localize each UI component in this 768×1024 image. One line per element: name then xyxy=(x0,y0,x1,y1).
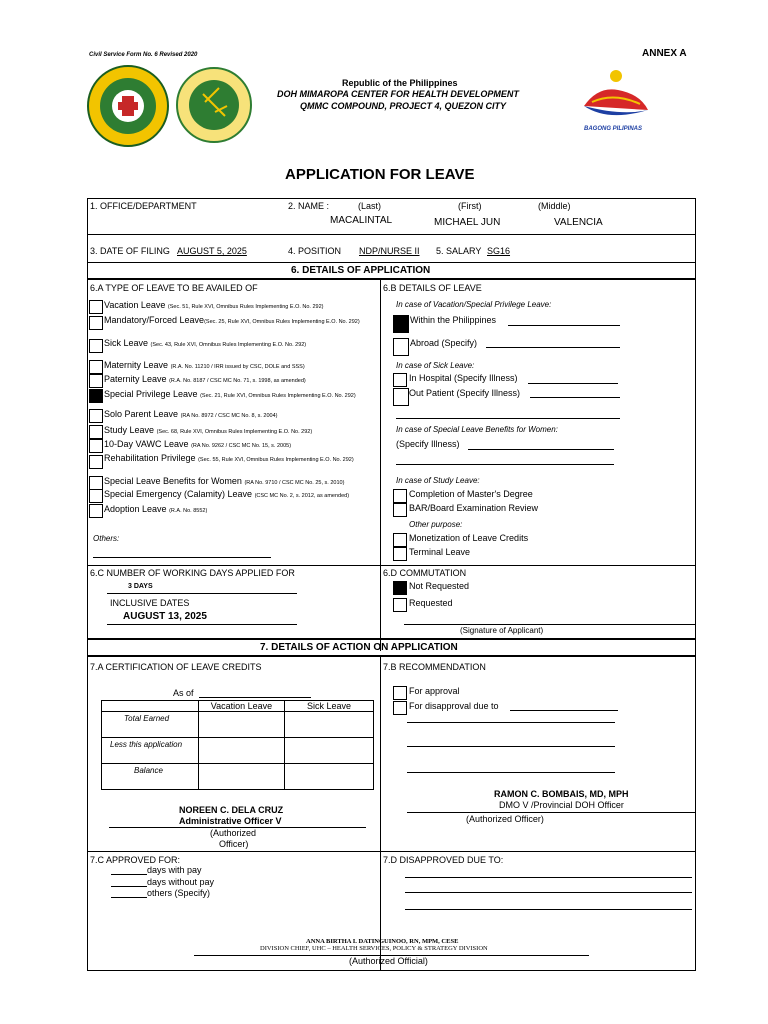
out-patient-line[interactable] xyxy=(530,397,620,398)
certifier-title: Administrative Officer V xyxy=(179,816,282,826)
divider xyxy=(87,851,696,852)
monetization-label: Monetization of Leave Credits xyxy=(409,533,529,543)
within-philippines-line[interactable] xyxy=(508,325,620,326)
specify-illness-label: (Specify Illness) xyxy=(396,439,460,449)
divider xyxy=(87,278,696,280)
days-without-pay-line[interactable] xyxy=(111,886,147,887)
inclusive-dates-label: INCLUSIVE DATES xyxy=(110,598,190,608)
divider xyxy=(87,262,696,263)
table-row xyxy=(102,738,374,764)
sick-total-cell[interactable] xyxy=(285,712,374,738)
rehabilitation-label: Rehabilitation Privilege (Sec. 55, Rule XVI, Omnibus Rules Implementing E.O. No. 292) xyxy=(104,453,354,463)
doh-mimaropa-seal-logo xyxy=(175,66,253,144)
vacation-leave-checkbox[interactable] xyxy=(89,300,103,314)
divider xyxy=(87,655,696,657)
women-case-heading: In case of Special Leave Benefits for Women: xyxy=(396,425,558,434)
sick-less-cell[interactable] xyxy=(285,738,374,764)
as-of-line[interactable] xyxy=(199,697,311,698)
days-with-pay-label: days with pay xyxy=(147,865,202,875)
others-line[interactable] xyxy=(93,557,271,558)
study-case-heading: In case of Study Leave: xyxy=(396,476,480,485)
vacation-leave-header: Vacation Leave xyxy=(199,701,285,712)
vawc-leave-label: 10-Day VAWC Leave (RA No. 9262 / CSC MC No. 15, s. 2005) xyxy=(104,439,292,449)
divider xyxy=(87,638,696,640)
solo-parent-leave-label: Solo Parent Leave (RA No. 8972 / CSC MC No. 8, s. 2004) xyxy=(104,409,278,419)
vacation-less-cell[interactable] xyxy=(199,738,285,764)
calamity-leave-label: Special Emergency (Calamity) Leave (CSC MC No. 2, s. 2012, as amended) xyxy=(104,489,350,499)
certifier-name: NOREEN C. DELA CRUZ xyxy=(179,805,284,815)
salary-label: 5. SALARY xyxy=(436,246,482,256)
sick-leave-label: Sick Leave (Sec. 43, Rule XVI, Omnibus Rules Implementing E.O. No. 292) xyxy=(104,338,307,348)
not-requested-checkbox[interactable] xyxy=(393,581,407,595)
inclusive-dates-line xyxy=(107,624,297,625)
bagong-pilipinas-logo xyxy=(578,66,654,124)
study-leave-checkbox[interactable] xyxy=(89,425,103,439)
sick-leave-header: Sick Leave xyxy=(285,701,374,712)
applicant-signature-line[interactable] xyxy=(404,624,696,625)
women-illness-line-2[interactable] xyxy=(396,464,614,465)
authorized-officer-caption-b: (Authorized Officer) xyxy=(466,814,544,824)
special-privilege-leave-checkbox[interactable] xyxy=(89,389,103,403)
first-name-label: (First) xyxy=(458,201,482,211)
requested-label: Requested xyxy=(409,598,453,608)
sick-case-heading: In case of Sick Leave: xyxy=(396,361,475,370)
within-philippines-label: Within the Philippines xyxy=(410,315,497,325)
women-illness-line[interactable] xyxy=(468,449,614,450)
recommendation-line-3[interactable] xyxy=(407,772,615,773)
requested-checkbox[interactable] xyxy=(393,598,407,612)
out-patient-label: Out Patient (Specify Illness) xyxy=(409,388,521,398)
official-title: DIVISION CHIEF, UHC – HEALTH SERVICES, POLICY & STRATEGY DIVISION xyxy=(260,945,488,952)
name-label: 2. NAME : xyxy=(288,201,330,211)
abroad-checkbox[interactable] xyxy=(393,338,409,356)
last-name-value[interactable]: MACALINTAL xyxy=(330,215,393,226)
abroad-line[interactable] xyxy=(486,347,620,348)
inclusive-dates-value[interactable]: AUGUST 13, 2025 xyxy=(123,611,207,622)
table-row xyxy=(102,764,374,790)
section6c-title: 6.C NUMBER OF WORKING DAYS APPLIED FOR xyxy=(90,568,295,578)
section7a-title: 7.A CERTIFICATION OF LEAVE CREDITS xyxy=(90,662,262,672)
adoption-leave-checkbox[interactable] xyxy=(89,504,103,518)
middle-name-label: (Middle) xyxy=(538,201,571,211)
authorized-officer-caption-a: (Authorized xyxy=(210,828,257,838)
terminal-leave-checkbox[interactable] xyxy=(393,547,407,561)
date-of-filing-value[interactable]: AUGUST 5, 2025 xyxy=(177,246,247,256)
maternity-leave-checkbox[interactable] xyxy=(89,360,103,374)
table-corner xyxy=(102,701,199,712)
women-leave-label: Special Leave Benefits for Women (RA No. 9710 / CSC MC No. 25, s. 2010) xyxy=(104,476,345,486)
maternity-leave-label: Maternity Leave (R.A. No. 11210 / IRR issued by CSC, DOLE and SSS) xyxy=(104,360,305,370)
masters-checkbox[interactable] xyxy=(393,489,407,503)
middle-name-value[interactable]: VALENCIA xyxy=(554,217,603,228)
other-purpose-label: Other purpose: xyxy=(409,520,463,529)
solo-parent-leave-checkbox[interactable] xyxy=(89,409,103,423)
recommender-signature-line[interactable] xyxy=(407,812,696,813)
office-address: QMMC COMPOUND, PROJECT 4, QUEZON CITY xyxy=(300,101,507,111)
last-name-label: (Last) xyxy=(358,201,382,211)
not-requested-label: Not Requested xyxy=(409,581,470,591)
total-earned-label: Total Earned xyxy=(102,712,199,738)
bagong-pilipinas-text: BAGONG PILIPINAS xyxy=(584,126,643,132)
column-divider xyxy=(380,278,381,651)
disapproved-line-2[interactable] xyxy=(405,892,692,893)
vacation-leave-label: Vacation Leave (Sec. 51, Rule XVI, Omnibus Rules Implementing E.O. No. 292) xyxy=(104,300,324,310)
mandatory-leave-label: Mandatory/Forced Leave(Sec. 25, Rule XVI, Omnibus Rules Implementing E.O. No. 292) xyxy=(104,315,360,325)
form-reference: Civil Service Form No. 6 Revised 2020 xyxy=(89,52,198,58)
bar-review-checkbox[interactable] xyxy=(393,503,407,517)
divider xyxy=(87,565,696,566)
column-divider xyxy=(380,655,381,971)
abroad-label: Abroad (Specify) xyxy=(410,338,478,348)
for-approval-label: For approval xyxy=(409,686,460,696)
in-hospital-line[interactable] xyxy=(528,383,618,384)
in-hospital-checkbox[interactable] xyxy=(393,373,407,387)
adoption-leave-label: Adoption Leave (R.A. No. 8552) xyxy=(104,504,208,514)
official-name: ANNA BIRTHA I. DATINGUINOO, RN, MPM, CESE xyxy=(306,938,459,945)
sick-balance-cell[interactable] xyxy=(285,764,374,790)
paternity-leave-label: Paternity Leave (R.A. No. 8187 / CSC MC No. 71, s. 1998, as amended) xyxy=(104,374,306,384)
monetization-checkbox[interactable] xyxy=(393,533,407,547)
office-name: DOH MIMAROPA CENTER FOR HEALTH DEVELOPMENT xyxy=(277,89,519,99)
date-of-filing-label: 3. DATE OF FILING xyxy=(90,246,170,256)
study-leave-label: Study Leave (Sec. 68, Rule XVI, Omnibus Rules Implementing E.O. No. 292) xyxy=(104,425,313,435)
first-name-value[interactable]: MICHAEL JUN xyxy=(434,217,501,228)
table-row xyxy=(102,712,374,738)
days-with-pay-line[interactable] xyxy=(111,874,147,875)
leave-credits-table xyxy=(101,700,374,790)
masters-label: Completion of Master's Degree xyxy=(409,489,533,499)
divider xyxy=(87,234,696,235)
mandatory-leave-checkbox[interactable] xyxy=(89,316,103,330)
annex-label: ANNEX A xyxy=(642,48,687,59)
working-days-line xyxy=(107,593,297,594)
disapproved-line-1[interactable] xyxy=(405,877,692,878)
as-of-label: As of xyxy=(173,688,194,698)
form-title: APPLICATION FOR LEAVE xyxy=(285,166,475,183)
section6d-title: 6.D COMMUTATION xyxy=(383,568,467,578)
out-patient-checkbox[interactable] xyxy=(393,388,409,406)
disapproval-reason-line[interactable] xyxy=(510,710,618,711)
within-philippines-checkbox[interactable] xyxy=(393,315,409,333)
for-disapproval-checkbox[interactable] xyxy=(393,701,407,715)
for-disapproval-label: For disapproval due to xyxy=(409,701,499,711)
recommender-name: RAMON C. BOMBAIS, MD, MPH xyxy=(494,789,629,799)
republic-line: Republic of the Philippines xyxy=(342,78,458,88)
others-specify-line[interactable] xyxy=(111,897,147,898)
applicant-signature-caption: (Signature of Applicant) xyxy=(460,626,544,635)
salary-value[interactable]: SG16 xyxy=(487,246,511,256)
recommendation-line-1[interactable] xyxy=(407,722,615,723)
authorized-officer-caption-a2: Officer) xyxy=(219,839,249,849)
paternity-leave-checkbox[interactable] xyxy=(89,374,103,388)
authorized-official-caption: (Authorized Official) xyxy=(349,956,428,966)
section6a-title: 6.A TYPE OF LEAVE TO BE AVAILED OF xyxy=(90,283,258,293)
position-value[interactable]: NDP/NURSE II xyxy=(359,246,420,256)
rehabilitation-checkbox[interactable] xyxy=(89,455,103,469)
working-days-value[interactable]: 3 DAYS xyxy=(128,583,153,590)
vawc-leave-checkbox[interactable] xyxy=(89,439,103,453)
others-specify-label: others (Specify) xyxy=(147,888,211,898)
recommender-title: DMO V /Provincial DOH Officer xyxy=(499,800,624,810)
section6b-title: 6.B DETAILS OF LEAVE xyxy=(383,283,482,293)
bar-review-label: BAR/Board Examination Review xyxy=(409,503,539,513)
illness-line[interactable] xyxy=(396,418,620,419)
women-leave-checkbox[interactable] xyxy=(89,476,103,490)
special-privilege-leave-label: Special Privilege Leave (Sec. 21, Rule XVI, Omnibus Rules Implementing E.O. No. 292) xyxy=(104,389,356,399)
days-without-pay-label: days without pay xyxy=(147,877,215,887)
for-approval-checkbox[interactable] xyxy=(393,686,407,700)
section7-heading: 7. DETAILS OF ACTION ON APPLICATION xyxy=(260,642,458,653)
balance-label: Balance xyxy=(102,764,199,790)
office-department-label: 1. OFFICE/DEPARTMENT xyxy=(90,201,197,211)
vacation-total-cell[interactable] xyxy=(199,712,285,738)
section7c-title: 7.C APPROVED FOR: xyxy=(90,855,181,865)
section7d-title: 7.D DISAPPROVED DUE TO: xyxy=(383,855,504,865)
sick-leave-checkbox[interactable] xyxy=(89,339,103,353)
disapproved-line-3[interactable] xyxy=(405,909,692,910)
section6-heading: 6. DETAILS OF APPLICATION xyxy=(291,265,431,276)
vacation-balance-cell[interactable] xyxy=(199,764,285,790)
section7b-title: 7.B RECOMMENDATION xyxy=(383,662,486,672)
doh-seal-logo xyxy=(86,64,170,148)
terminal-leave-label: Terminal Leave xyxy=(409,547,471,557)
recommendation-line-2[interactable] xyxy=(407,746,615,747)
vacation-case-heading: In case of Vacation/Special Privilege Leave: xyxy=(396,300,552,309)
in-hospital-label: In Hospital (Specify Illness) xyxy=(409,373,518,383)
calamity-leave-checkbox[interactable] xyxy=(89,489,103,503)
others-label: Others: xyxy=(93,534,120,543)
position-label: 4. POSITION xyxy=(288,246,342,256)
less-application-label: Less this application xyxy=(102,738,199,764)
